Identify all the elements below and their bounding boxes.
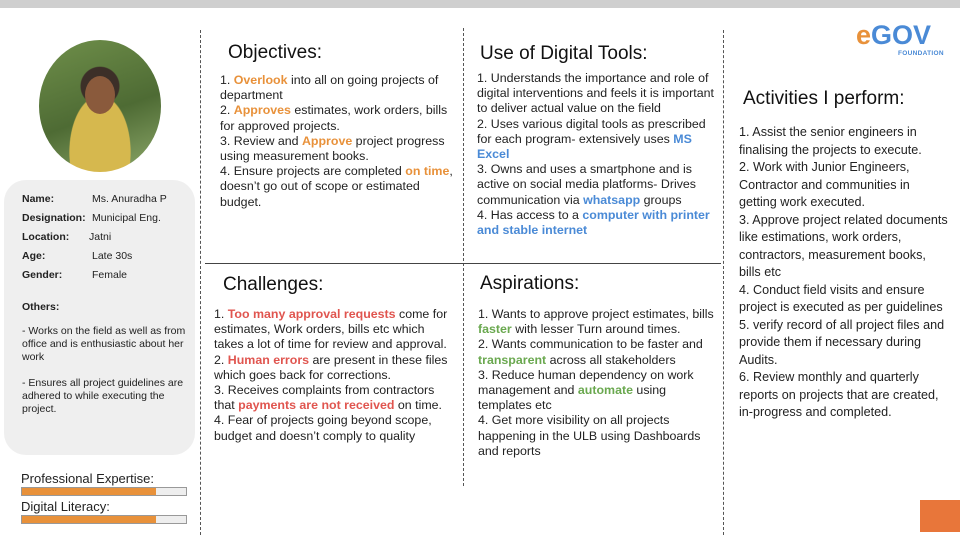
profile-card <box>4 180 195 455</box>
corner-accent <box>920 500 960 532</box>
activities-title: Activities I perform: <box>743 88 905 109</box>
list-item <box>220 164 456 210</box>
professional-expertise-bar <box>21 487 187 496</box>
activity-item: 1. Assist the senior engineers in finalising the projects to execute. <box>739 125 922 157</box>
item-text: 3. Review and <box>220 133 302 148</box>
item-text: 1. Wants to approve project estimates, bills <box>478 307 714 321</box>
item-text: on time. <box>394 398 442 413</box>
aspirations-list <box>478 307 718 459</box>
item-text: 3. Reduce human dependency on work management and <box>478 367 694 398</box>
persona-photo <box>39 40 161 172</box>
item-text: with lesser Turn around times. <box>511 322 681 337</box>
highlight-text: payments are not received <box>238 398 395 413</box>
highlight-text: Too many approval requests <box>227 307 396 321</box>
list-item <box>477 162 717 208</box>
digital-literacy-label: Digital Literacy: <box>21 499 110 514</box>
highlight-text: Human errors <box>227 352 310 367</box>
age-value: Late 30s <box>92 250 133 262</box>
item-text: 4. Has access to a <box>477 207 583 222</box>
activity-item: 3. Approve project related documents like estimations, work orders, contractors, measurement books, bills etc <box>739 212 948 279</box>
item-text: using templates etc <box>478 383 667 413</box>
others-title: Others: <box>22 301 60 313</box>
highlight-text: on time <box>405 164 450 179</box>
name-value: Ms. Anuradha P <box>92 193 167 205</box>
logo-wordmark <box>856 20 931 51</box>
highlight-text: Approve <box>301 133 353 148</box>
list-item <box>477 71 717 117</box>
list-item <box>220 103 456 133</box>
divider-horizontal <box>205 263 721 264</box>
digital-literacy-bar <box>21 515 187 524</box>
designation-label: Designation: <box>22 212 86 224</box>
item-text: 2. Uses various digital tools as prescribed for each program- extensively uses <box>477 116 706 146</box>
divider-right <box>723 30 724 535</box>
digital-tools-title: Use of Digital Tools: <box>480 43 648 64</box>
name-label: Name: <box>22 193 55 205</box>
item-text: 1. <box>220 73 234 87</box>
highlight-text: whatsapp <box>583 192 641 207</box>
list-item <box>478 307 718 337</box>
item-text: estimates, work orders, bills for approved projects. <box>220 103 448 133</box>
list-item <box>214 413 454 443</box>
gender-label: Gender: <box>22 269 63 281</box>
aspirations-title: Aspirations: <box>480 273 580 294</box>
item-text: into all on going projects of department <box>220 73 439 103</box>
list-item <box>214 353 454 383</box>
list-item <box>214 307 454 353</box>
activities-list <box>739 124 951 422</box>
list-item <box>478 337 718 367</box>
item-text: 2. <box>220 103 234 118</box>
list-item <box>477 117 717 163</box>
item-text: 3. Receives complaints from contractors that <box>214 383 435 413</box>
digital-literacy-fill <box>22 516 156 523</box>
professional-expertise-label: Professional Expertise: <box>21 471 154 486</box>
activity-item: 2. Work with Junior Engineers, Contractor and communities in getting work executed. <box>739 160 910 209</box>
list-item <box>220 134 456 164</box>
highlight-text: computer with printer and stable internet <box>477 207 710 238</box>
activity-item: 5. verify record of all project files and provide them if necessary during Audits. <box>739 317 945 367</box>
list-item <box>478 413 718 459</box>
item-text: 4. Get more visibility on all projects happening in the ULB using Dashboards and reports <box>478 413 701 458</box>
highlight-text: MS Excel <box>477 131 692 162</box>
item-text: are present in these files which goes back for corrections. <box>214 352 448 382</box>
highlight-text: Approves <box>233 103 291 118</box>
digital-tools-list <box>477 71 717 238</box>
challenges-list <box>214 307 454 444</box>
item-text: , doesn’t go out of scope or estimated budget. <box>220 164 453 209</box>
list-item <box>214 383 454 413</box>
others-note-2: - Ensures all project guidelines are adhered to while executing the project. <box>22 377 184 415</box>
item-text: 4. Fear of projects going beyond scope, budget and doesn’t comply to quality <box>214 413 432 443</box>
location-value: Jatni <box>89 231 112 243</box>
gender-value: Female <box>92 269 128 281</box>
logo-tag: FOUNDATION <box>898 50 944 57</box>
challenges-title: Challenges: <box>223 274 324 295</box>
item-text: 3. Owns and uses a smartphone and is active on social media platforms- Drives communication via <box>477 162 696 207</box>
top-bar <box>0 0 960 8</box>
item-text: across all stakeholders <box>546 352 676 367</box>
activity-item: 4. Conduct field visits and ensure project is executed as per guidelines <box>739 282 943 314</box>
highlight-text: transparent <box>478 352 547 367</box>
item-text: project progress using measurement books. <box>220 133 445 164</box>
divider-middle <box>463 28 464 486</box>
highlight-text: faster <box>478 322 512 337</box>
objectives-list <box>220 73 456 210</box>
item-text: 2. <box>214 352 228 367</box>
item-text: 1. <box>214 307 228 321</box>
list-item <box>220 73 456 103</box>
divider-left <box>200 30 201 535</box>
list-item <box>477 208 717 238</box>
others-note-1: - Works on the field as well as from office and is enthusiastic about her work <box>22 325 186 363</box>
designation-value: Municipal Eng. <box>92 212 161 224</box>
item-text: 4. Ensure projects are completed <box>220 164 406 179</box>
item-text: 1. Understands the importance and role of digital interventions and feels it is important to deliver actual value on the field <box>477 71 714 116</box>
egov-logo <box>856 20 942 60</box>
list-item <box>478 368 718 414</box>
activity-item: 6. Review monthly and quarterly reports on projects that are created, in-progress and completed. <box>739 370 939 419</box>
logo-e: e <box>856 20 872 50</box>
age-label: Age: <box>22 250 46 262</box>
logo-gov: GOV <box>871 20 932 50</box>
highlight-text: Overlook <box>233 73 288 87</box>
item-text: 2. Wants communication to be faster and <box>478 337 703 352</box>
highlight-text: automate <box>577 383 633 398</box>
professional-expertise-fill <box>22 488 156 495</box>
item-text: groups <box>640 192 682 207</box>
location-label: Location: <box>22 231 70 243</box>
objectives-title: Objectives: <box>228 42 322 63</box>
item-text: come for estimates, Work orders, bills etc which takes a lot of time for review and approval. <box>214 307 448 352</box>
